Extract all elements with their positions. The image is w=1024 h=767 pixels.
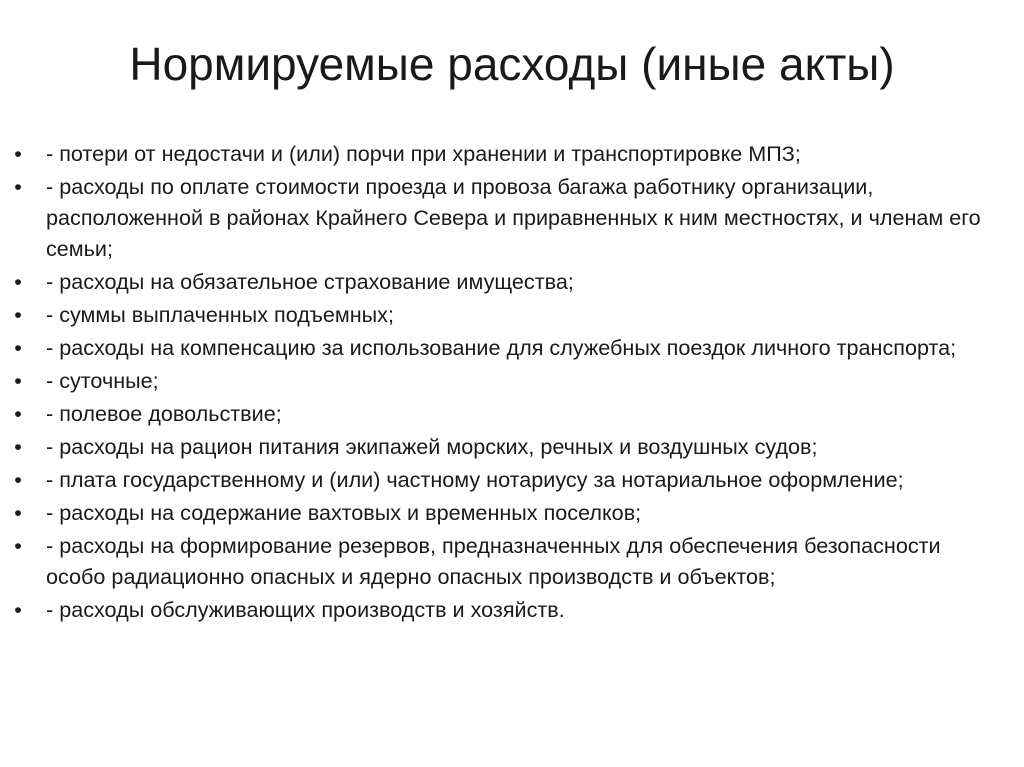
list-item-text: - суммы выплаченных подъемных;: [46, 302, 394, 327]
slide-title: Нормируемые расходы (иные акты): [129, 38, 895, 90]
bullet-marker: •: [14, 467, 22, 492]
bullet-marker: •: [14, 174, 22, 199]
list-item-text: - полевое довольствие;: [46, 401, 282, 426]
bullet-list: [0, 138, 1024, 627]
list-item: [0, 464, 1024, 495]
list-item-text: - потери от недостачи и (или) порчи при хранении и транспортировке МПЗ;: [46, 141, 801, 166]
list-item: [0, 398, 1024, 429]
list-item: [0, 138, 1024, 169]
list-item-text: - расходы на обязательное страхование имущества;: [46, 269, 574, 294]
bullet-marker: •: [14, 533, 22, 558]
bullet-marker: •: [14, 302, 22, 327]
list-item: [0, 332, 1024, 363]
bullet-marker: •: [14, 434, 22, 459]
bullet-marker: •: [14, 401, 22, 426]
list-item-text: - расходы обслуживающих производств и хозяйств.: [46, 597, 565, 622]
list-item-text: - расходы на формирование резервов, предназначенных для обеспечения безопасности особо радиационно опасных и ядерно опасных производств и объектов;: [46, 533, 941, 589]
list-item-text: - расходы по оплате стоимости проезда и провоза багажа работнику организации, расположенной в районах Крайнего Севера и приравненных к ним местностях, и членам его семьи;: [46, 174, 981, 261]
list-item-text: - плата государственному и (или) частному нотариусу за нотариальное оформление;: [46, 467, 904, 492]
bullet-marker: •: [14, 269, 22, 294]
list-item: [0, 431, 1024, 462]
list-item: [0, 365, 1024, 396]
list-item: [0, 171, 1024, 264]
bullet-marker: •: [14, 368, 22, 393]
list-item: [0, 594, 1024, 625]
bullet-marker: •: [14, 597, 22, 622]
bullet-marker: •: [14, 500, 22, 525]
list-item-text: - расходы на рацион питания экипажей морских, речных и воздушных судов;: [46, 434, 818, 459]
bullet-marker: •: [14, 335, 22, 360]
list-item: [0, 266, 1024, 297]
list-item: [0, 299, 1024, 330]
list-item: [0, 530, 1024, 592]
list-item: [0, 497, 1024, 528]
list-item-text: - суточные;: [46, 368, 159, 393]
list-item-text: - расходы на компенсацию за использование для служебных поездок личного транспорта;: [46, 335, 957, 360]
list-item-text: - расходы на содержание вахтовых и временных поселков;: [46, 500, 642, 525]
bullet-marker: •: [14, 141, 22, 166]
